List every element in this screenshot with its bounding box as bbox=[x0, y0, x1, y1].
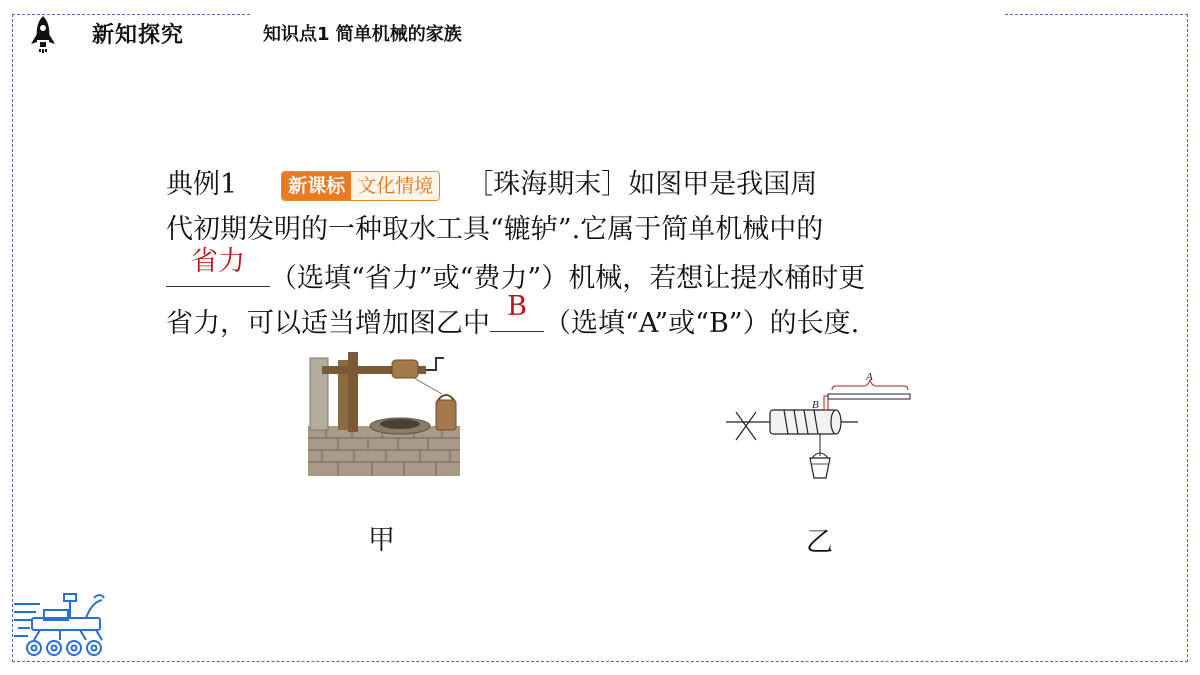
answer-blank-2 bbox=[490, 291, 544, 332]
label-A: A bbox=[866, 371, 873, 383]
example-label: 典例1 bbox=[166, 169, 238, 200]
problem-text bbox=[166, 162, 1046, 342]
frame-border-top-right bbox=[1005, 14, 1188, 15]
problem-line-4-start: 省力，可以适当增加图乙中 bbox=[166, 308, 490, 339]
label-B: B bbox=[812, 399, 819, 411]
answer-blank-1 bbox=[166, 246, 270, 287]
problem-line-2-text: 代初期发明的一种取水工具“辘轳”.它属于简单机械中的 bbox=[166, 214, 824, 245]
rover-icon bbox=[10, 590, 110, 658]
section-title: 新知探究 bbox=[92, 22, 185, 48]
rocket-icon bbox=[27, 14, 59, 54]
problem-line-3-text: （选填“省力”或“费力”）机械，若想让提水桶时更 bbox=[270, 263, 866, 294]
answer-1: 省力 bbox=[191, 246, 245, 277]
curriculum-badge bbox=[281, 171, 440, 201]
badge-new-curriculum: 新课标 bbox=[282, 172, 351, 200]
figure-caption-yi: 乙 bbox=[806, 527, 833, 558]
windlass-schematic-diagram bbox=[726, 368, 914, 482]
answer-2: B bbox=[507, 291, 527, 322]
figure-caption-jia: 甲 bbox=[368, 525, 395, 556]
problem-line-3 bbox=[166, 246, 1046, 297]
problem-line-1-text: ［珠海期末］如图甲是我国周 bbox=[466, 169, 818, 200]
frame-border-left bbox=[12, 14, 13, 662]
frame-border-bottom bbox=[12, 661, 1188, 662]
problem-line-2 bbox=[166, 207, 1046, 252]
problem-line-4 bbox=[166, 291, 1046, 342]
frame-border-right bbox=[1187, 14, 1188, 662]
topic-title: 知识点1 简单机械的家族 bbox=[263, 24, 462, 45]
windlass-well-illustration bbox=[302, 350, 466, 478]
badge-culture-context: 文化情境 bbox=[351, 172, 439, 200]
problem-line-1 bbox=[166, 162, 1046, 207]
problem-line-4-text: （选填“A”或“B”）的长度. bbox=[544, 308, 860, 339]
